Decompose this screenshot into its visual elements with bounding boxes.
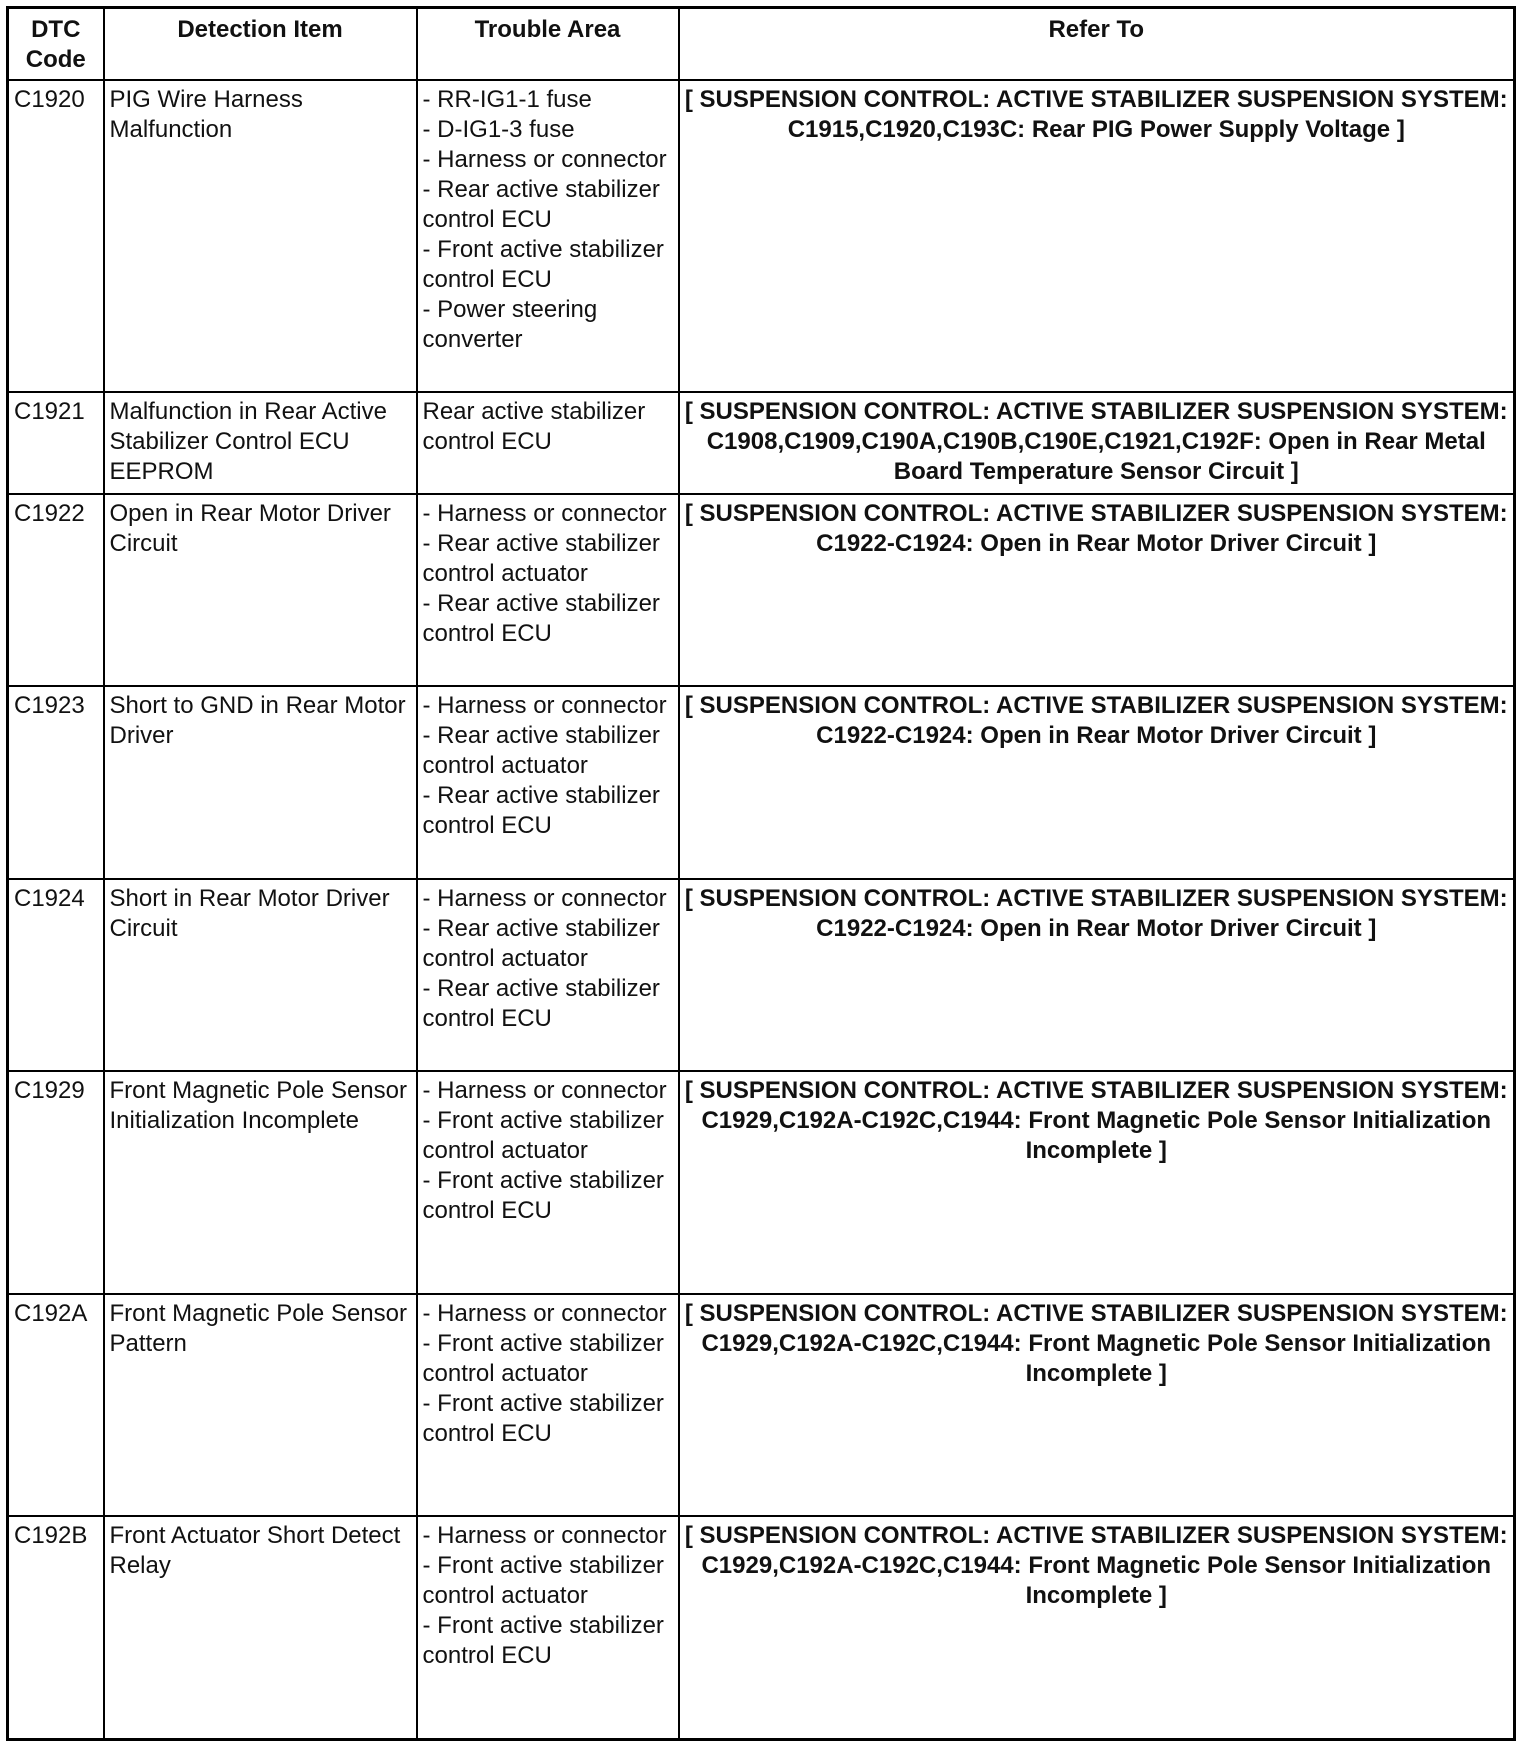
header-detection-item: Detection Item — [104, 8, 417, 81]
detection-item: Open in Rear Motor Driver Circuit — [104, 494, 417, 686]
trouble-area — [417, 392, 679, 494]
trouble-area-item: - Rear active stabilizer control ECU — [422, 176, 660, 233]
dtc-code: C192A — [8, 1294, 104, 1516]
detection-item: Front Actuator Short Detect Relay — [104, 1516, 417, 1739]
trouble-area — [417, 1294, 679, 1516]
detection-item: Front Magnetic Pole Sensor Pattern — [104, 1294, 417, 1516]
header-refer-to: Refer To — [679, 8, 1515, 81]
trouble-area-item: - Harness or connector — [422, 1077, 667, 1104]
trouble-area — [417, 80, 679, 392]
detection-item: Short in Rear Motor Driver Circuit — [104, 879, 417, 1071]
table-row — [8, 686, 1515, 879]
dtc-code: C1923 — [8, 686, 104, 879]
trouble-area-item: - Rear active stabilizer control ECU — [422, 782, 660, 839]
refer-to-link[interactable]: [ SUSPENSION CONTROL: ACTIVE STABILIZER SUSPENSION SYSTEM: C1908,C1909,C190A,C190B,C190E,C1921,C192F: Open in Rear Metal Board Temperature Sensor Circuit ] — [679, 392, 1515, 494]
refer-to-link[interactable]: [ SUSPENSION CONTROL: ACTIVE STABILIZER SUSPENSION SYSTEM: C1929,C192A-C192C,C1944: Front Magnetic Pole Sensor Initialization Incomplete ] — [679, 1516, 1515, 1739]
trouble-area-item: - Front active stabilizer control ECU — [422, 1390, 664, 1447]
trouble-area-item: - Front active stabilizer control ECU — [422, 236, 664, 293]
refer-to-link[interactable]: [ SUSPENSION CONTROL: ACTIVE STABILIZER SUSPENSION SYSTEM: C1922-C1924: Open in Rear Motor Driver Circuit ] — [679, 686, 1515, 879]
refer-to-link[interactable]: [ SUSPENSION CONTROL: ACTIVE STABILIZER SUSPENSION SYSTEM: C1922-C1924: Open in Rear Motor Driver Circuit ] — [679, 879, 1515, 1071]
table-row — [8, 1294, 1515, 1516]
trouble-area-item: - Front active stabilizer control actuator — [422, 1552, 664, 1609]
refer-to-link[interactable]: [ SUSPENSION CONTROL: ACTIVE STABILIZER SUSPENSION SYSTEM: C1922-C1924: Open in Rear Motor Driver Circuit ] — [679, 494, 1515, 686]
header-dtc-code: DTC Code — [8, 8, 104, 81]
trouble-area-item: - Rear active stabilizer control ECU — [422, 590, 660, 647]
table-row — [8, 392, 1515, 494]
trouble-area-item: - Power steering converter — [422, 296, 598, 353]
dtc-code: C1924 — [8, 879, 104, 1071]
table-row — [8, 494, 1515, 686]
trouble-area — [417, 1071, 679, 1294]
trouble-area — [417, 879, 679, 1071]
detection-item: Front Magnetic Pole Sensor Initialization Incomplete — [104, 1071, 417, 1294]
trouble-area-item: - Harness or connector — [422, 885, 667, 912]
trouble-area-item: - Front active stabilizer control actuator — [422, 1330, 664, 1387]
trouble-area-item: Rear active stabilizer control ECU — [422, 398, 646, 455]
detection-item: PIG Wire Harness Malfunction — [104, 80, 417, 392]
dtc-code: C1920 — [8, 80, 104, 392]
trouble-area-item: - Harness or connector — [422, 692, 667, 719]
header-trouble-area: Trouble Area — [417, 8, 679, 81]
trouble-area-item: - Harness or connector — [422, 146, 667, 173]
trouble-area — [417, 1516, 679, 1739]
trouble-area-item: - Harness or connector — [422, 500, 667, 527]
detection-item: Short to GND in Rear Motor Driver — [104, 686, 417, 879]
trouble-area-item: - Harness or connector — [422, 1300, 667, 1327]
table-row — [8, 879, 1515, 1071]
trouble-area-item: - RR-IG1-1 fuse — [422, 86, 592, 113]
refer-to-link[interactable]: [ SUSPENSION CONTROL: ACTIVE STABILIZER SUSPENSION SYSTEM: C1915,C1920,C193C: Rear PIG Power Supply Voltage ] — [679, 80, 1515, 392]
dtc-table — [6, 6, 1516, 1741]
trouble-area-item: - Harness or connector — [422, 1522, 667, 1549]
dtc-code: C192B — [8, 1516, 104, 1739]
trouble-area-item: - Front active stabilizer control ECU — [422, 1612, 664, 1669]
table-row — [8, 1516, 1515, 1739]
trouble-area-item: - Rear active stabilizer control ECU — [422, 975, 660, 1032]
table-header-row — [8, 8, 1515, 81]
table-row — [8, 1071, 1515, 1294]
trouble-area — [417, 686, 679, 879]
trouble-area-item: - Rear active stabilizer control actuator — [422, 722, 660, 779]
trouble-area-item: - Rear active stabilizer control actuator — [422, 530, 660, 587]
trouble-area-item: - Front active stabilizer control ECU — [422, 1167, 664, 1224]
dtc-code: C1921 — [8, 392, 104, 494]
dtc-code: C1929 — [8, 1071, 104, 1294]
refer-to-link[interactable]: [ SUSPENSION CONTROL: ACTIVE STABILIZER SUSPENSION SYSTEM: C1929,C192A-C192C,C1944: Front Magnetic Pole Sensor Initialization Incomplete ] — [679, 1294, 1515, 1516]
trouble-area — [417, 494, 679, 686]
dtc-table-container — [6, 6, 1516, 1741]
trouble-area-item: - Front active stabilizer control actuator — [422, 1107, 664, 1164]
trouble-area-item: - D-IG1-3 fuse — [422, 116, 575, 143]
trouble-area-item: - Rear active stabilizer control actuator — [422, 915, 660, 972]
dtc-code: C1922 — [8, 494, 104, 686]
detection-item: Malfunction in Rear Active Stabilizer Control ECU EEPROM — [104, 392, 417, 494]
refer-to-link[interactable]: [ SUSPENSION CONTROL: ACTIVE STABILIZER SUSPENSION SYSTEM: C1929,C192A-C192C,C1944: Front Magnetic Pole Sensor Initialization Incomplete ] — [679, 1071, 1515, 1294]
table-row — [8, 80, 1515, 392]
